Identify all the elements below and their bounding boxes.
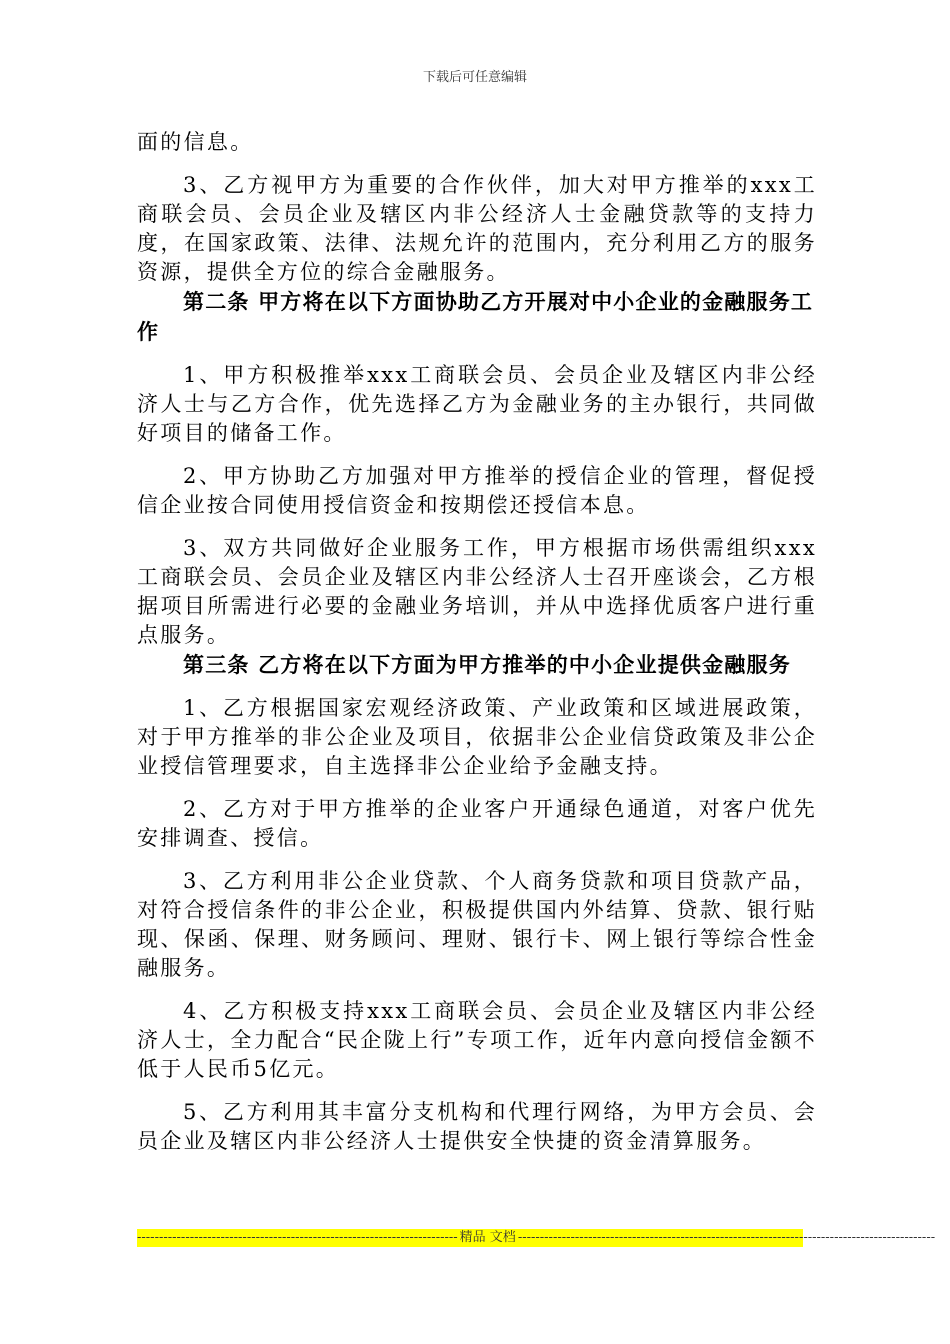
clause-paragraph: 3、乙方利用非公企业贷款、个人商务贷款和项目贷款产品，对符合授信条件的非公企业，积极提供国内外结算、贷款、银行贴现、保函、保理、财务顾问、理财、银行卡、网上银行等综合性金融服务。 — [137, 869, 817, 980]
clause-paragraph: 4、乙方积极支持xxx工商联会员、会员企业及辖区内非公经济人士，全力配合“民企陇上行”专项工作，近年内意向授信金额不低于人民币5亿元。 — [137, 999, 817, 1081]
clause-paragraph: 3、双方共同做好企业服务工作，甲方根据市场供需组织xxx工商联会员、会员企业及辖区内非公经济人士召开座谈会，乙方根据项目所需进行必要的金融业务培训，并从中选择优质客户进行重点服务。 — [137, 536, 817, 647]
page-header: 下载后可任意编辑 — [422, 70, 527, 85]
clause-paragraph: 2、甲方协助乙方加强对甲方推举的授信企业的管理，督促授信企业按合同使用授信资金和按期偿还授信本息。 — [137, 464, 817, 517]
clause-paragraph: 1、乙方根据国家宏观经济政策、产业政策和区域进展政策，对于甲方推举的非公企业及项目，依据非公企业信贷政策及非公企业授信管理要求，自主选择非公企业给予金融支持。 — [137, 696, 817, 778]
page-footer — [137, 1229, 936, 1247]
footer-left-dashes: ------------------------------------------------------------------------- — [137, 1230, 458, 1245]
clause-paragraph: 1、甲方积极推举xxx工商联会员、会员企业及辖区内非公经济人士与乙方合作，优先选择乙方为金融业务的主办银行，共同做好项目的储备工作。 — [137, 363, 817, 445]
footer-right-dashes: ----------------------------------------------------------------------------------------------- — [517, 1230, 936, 1245]
article-heading: 第三条 乙方将在以下方面为甲方推举的中小企业提供金融服务 — [183, 653, 791, 677]
clause-paragraph: 3、乙方视甲方为重要的合作伙伴，加大对甲方推举的xxx工商联会员、会员企业及辖区内非公经济人士金融贷款等的支持力度，在国家政策、法律、法规允许的范围内，充分利用乙方的服务资源，提供全方位的综合金融服务。 — [137, 173, 817, 284]
document-body — [137, 128, 817, 1156]
continued-paragraph: 面的信息。 — [137, 130, 254, 154]
clause-paragraph: 5、乙方利用其丰富分支机构和代理行网络，为甲方会员、会员企业及辖区内非公经济人士提供安全快捷的资金清算服务。 — [137, 1100, 817, 1153]
clause-paragraph: 2、乙方对于甲方推举的企业客户开通绿色通道，对客户优先安排调查、授信。 — [137, 797, 817, 850]
footer-label: 精品 文档 — [459, 1230, 516, 1245]
article-heading: 第二条 甲方将在以下方面协助乙方开展对中小企业的金融服务工作 — [137, 290, 814, 344]
